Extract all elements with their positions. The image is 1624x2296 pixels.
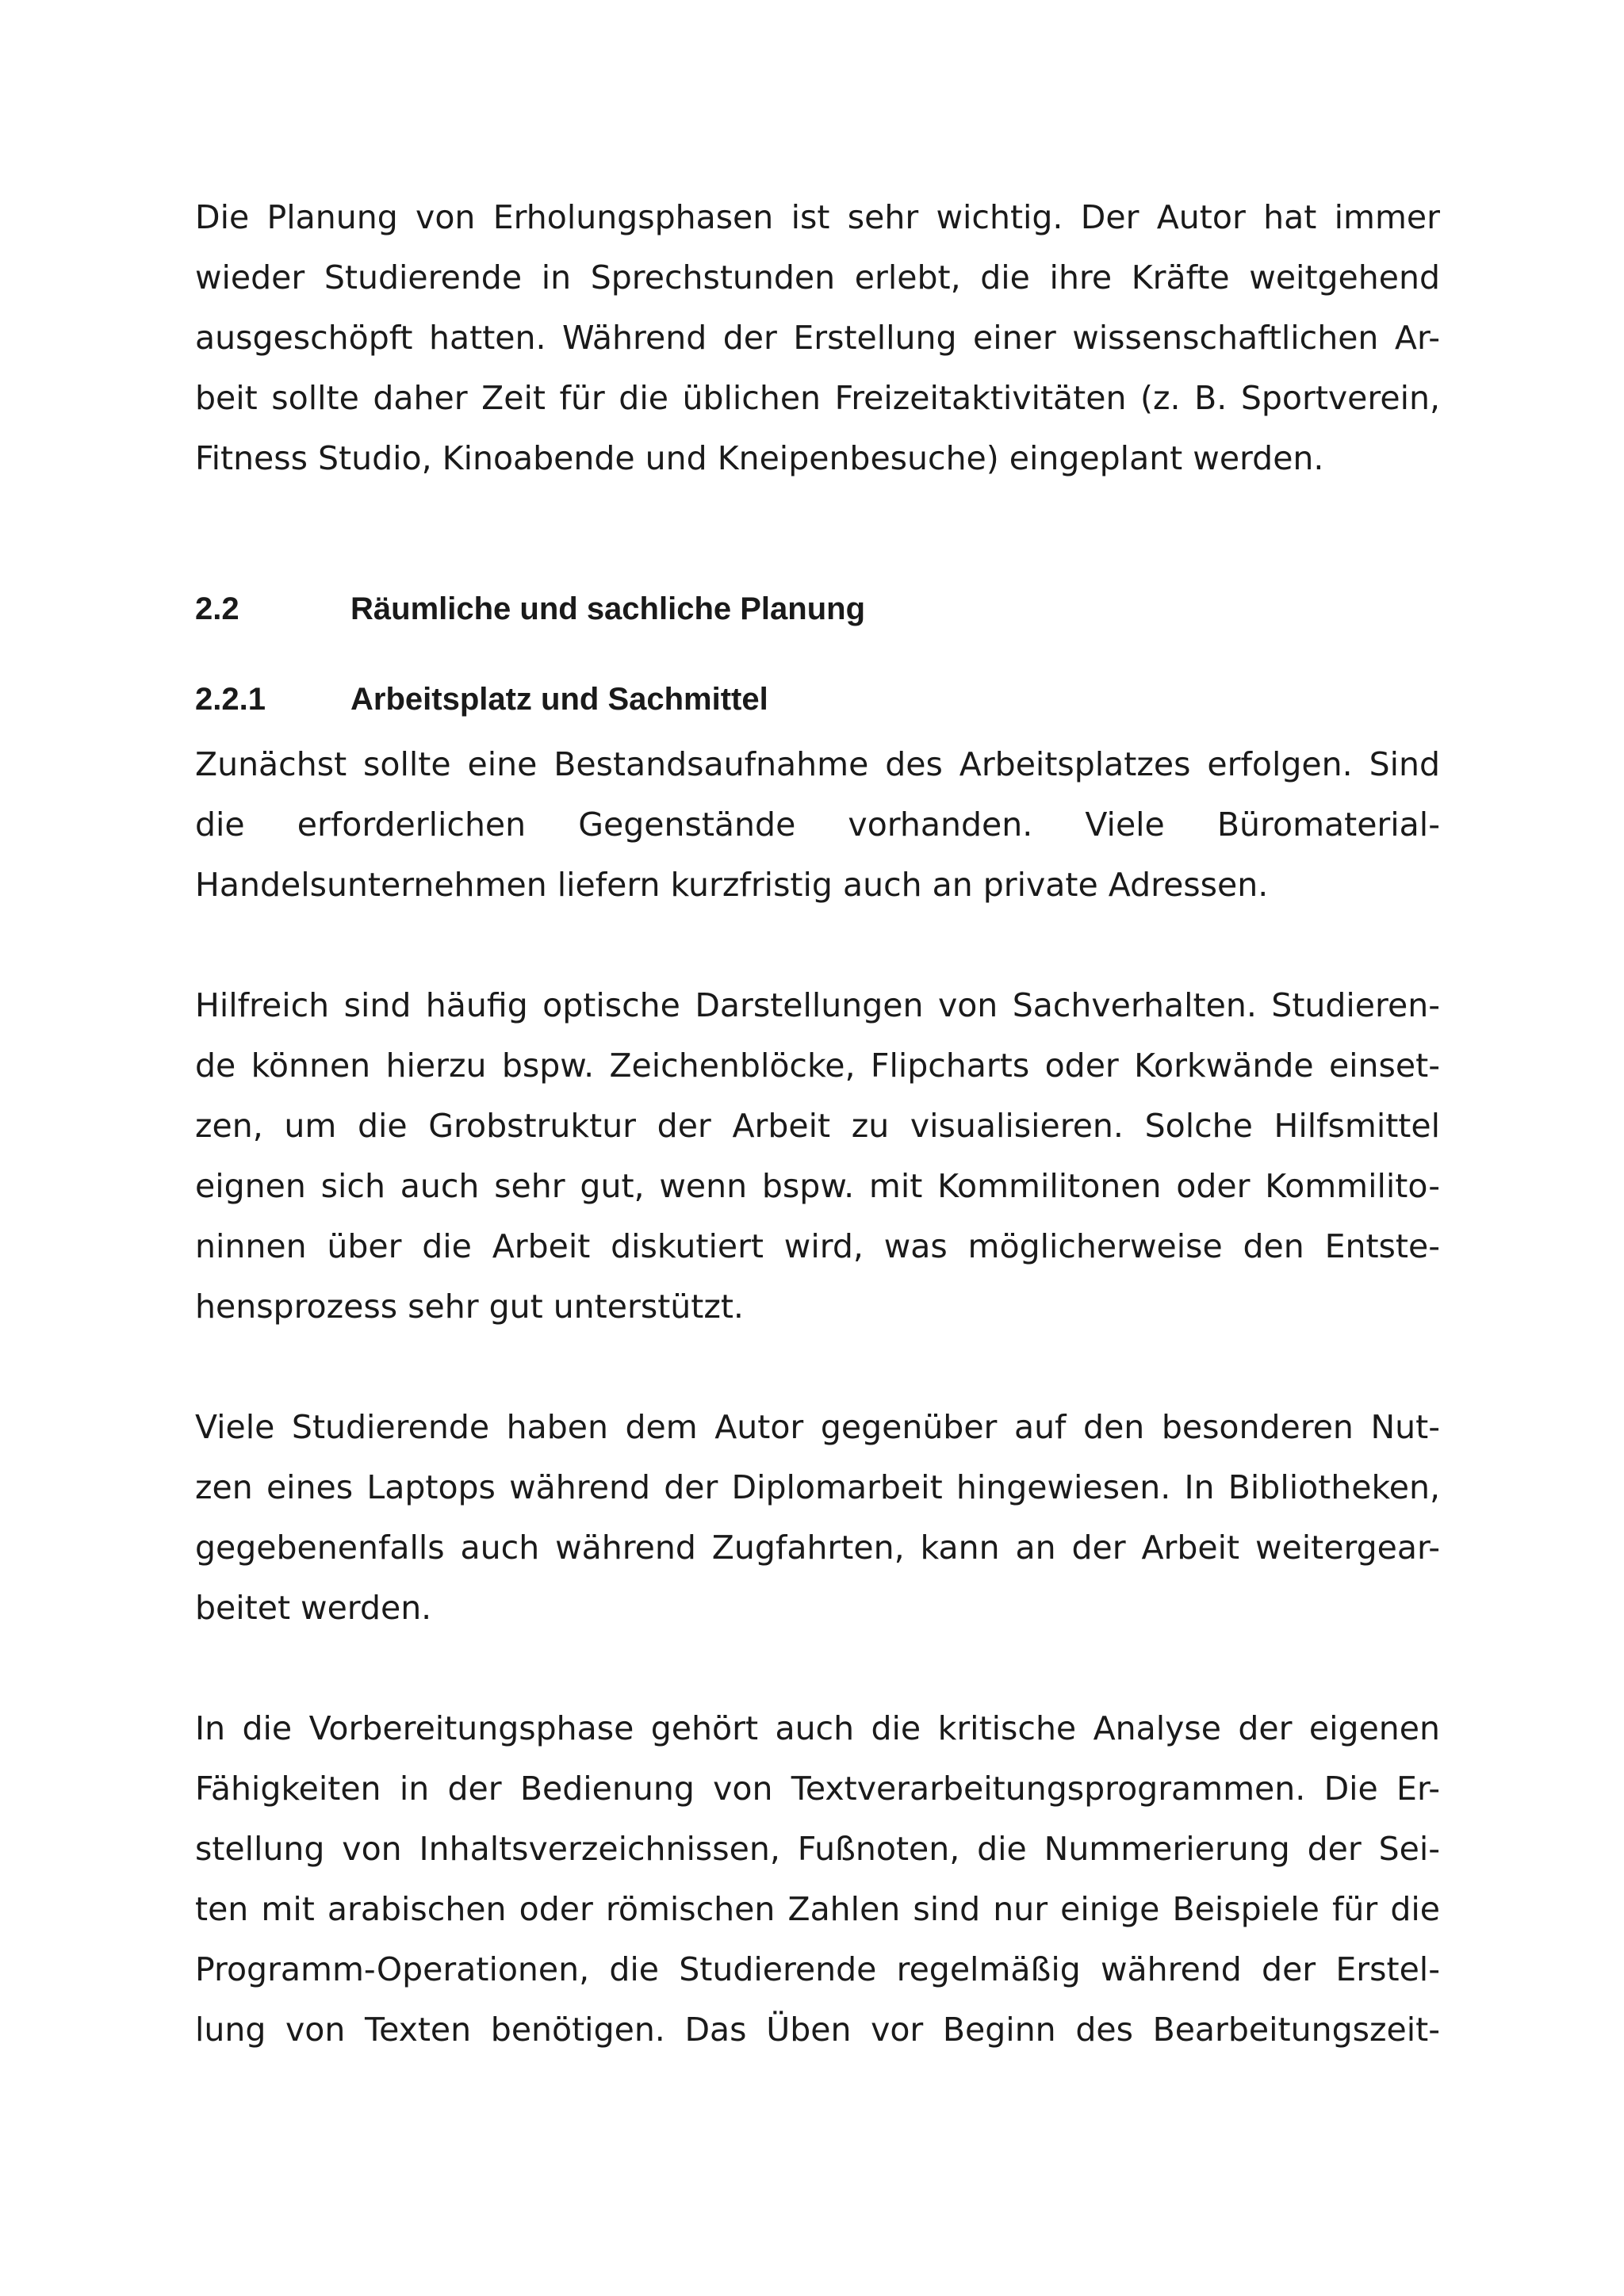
section-title: Räumliche und sachliche Planung: [350, 591, 866, 626]
paragraph-1-line-5: Fitness Studio, Kinoabende und Kneipenbesuche) eingeplant werden.: [195, 439, 1324, 477]
paragraph-3-line-2: de können hierzu bspw. Zeichenblöcke, Flipcharts oder Korkwände einset-: [195, 1047, 1440, 1085]
paragraph-4-line-3: gegebenenfalls auch während Zugfahrten, kann an der Arbeit weitergear-: [195, 1529, 1440, 1567]
paragraph-2-line-1: Zunächst sollte eine Bestandsaufnahme des Arbeitsplatzes erfolgen. Sind: [195, 745, 1440, 783]
paragraph-5-line-3: stellung von Inhaltsverzeichnissen, Fußnoten, die Nummerierung der Sei-: [195, 1830, 1440, 1868]
paragraph-4-line-2: zen eines Laptops während der Diplomarbeit hingewiesen. In Bibliotheken,: [195, 1468, 1440, 1506]
paragraph-5-line-6: lung von Texten benötigen. Das Üben vor Beginn des Bearbeitungszeit-: [195, 2011, 1440, 2049]
paragraph-5-line-4: ten mit arabischen oder römischen Zahlen sind nur einige Beispiele für die: [195, 1890, 1440, 1928]
paragraph-3-line-6: hensprozess sehr gut unterstützt.: [195, 1288, 744, 1326]
paragraph-1-line-1: Die Planung von Erholungsphasen ist sehr wichtig. Der Autor hat immer: [195, 198, 1440, 236]
paragraph-4-line-4: beitet werden.: [195, 1589, 432, 1627]
paragraph-5-line-5: Programm-Operationen, die Studierende regelmäßig während der Erstel-: [195, 1950, 1440, 1988]
paragraph-2-line-3: Handelsunternehmen liefern kurzfristig auch an private Adressen.: [195, 866, 1269, 904]
subsection-heading: [195, 675, 768, 723]
paragraph-3-line-1: Hilfreich sind häufig optische Darstellungen von Sachverhalten. Studieren-: [195, 986, 1440, 1024]
subsection-title: Arbeitsplatz und Sachmittel: [350, 682, 768, 717]
paragraph-2-line-2: die erforderlichen Gegenstände vorhanden. Viele Büromaterial-: [195, 806, 1440, 844]
paragraph-5-line-2: Fähigkeiten in der Bedienung von Textverarbeitungsprogrammen. Die Er-: [195, 1770, 1440, 1808]
paragraph-1-line-3: ausgeschöpft hatten. Während der Erstellung einer wissenschaftlichen Ar-: [195, 319, 1440, 357]
paragraph-3-line-3: zen, um die Grobstruktur der Arbeit zu visualisieren. Solche Hilfsmittel: [195, 1107, 1440, 1145]
paragraph-1-line-2: wieder Studierende in Sprechstunden erlebt, die ihre Kräfte weitgehend: [195, 258, 1440, 297]
paragraph-4-line-1: Viele Studierende haben dem Autor gegenüber auf den besonderen Nut-: [195, 1408, 1440, 1446]
paragraph-1-line-4: beit sollte daher Zeit für die üblichen Freizeitaktivitäten (z. B. Sportverein,: [195, 379, 1440, 417]
section-heading: [195, 585, 865, 633]
paragraph-3-line-4: eignen sich auch sehr gut, wenn bspw. mit Kommilitonen oder Kommilito-: [195, 1167, 1440, 1205]
section-number: 2.2: [195, 591, 239, 626]
subsection-number: 2.2.1: [195, 682, 266, 717]
paragraph-5-line-1: In die Vorbereitungsphase gehört auch die kritische Analyse der eigenen: [195, 1709, 1440, 1747]
paragraph-3-line-5: ninnen über die Arbeit diskutiert wird, was möglicherweise den Entste-: [195, 1227, 1440, 1265]
